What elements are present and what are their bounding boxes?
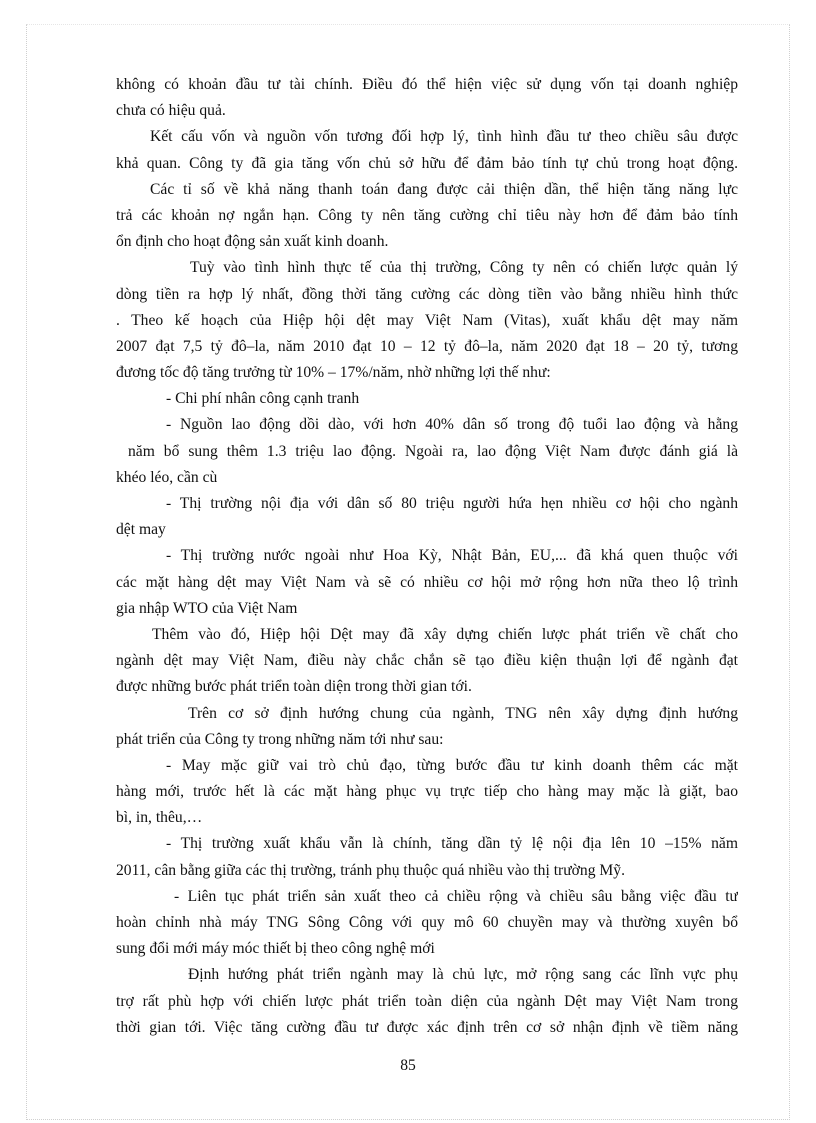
text-line: - Thị trường xuất khẩu vẫn là chính, tăng dần tỷ lệ nội địa lên 10 –15% năm [166,835,738,853]
text-line: các mặt hàng dệt may Việt Nam và sẽ có nhiều cơ hội mở rộng hơn nữa theo lộ trình [116,573,738,591]
text-line: Kết cấu vốn và nguồn vốn tương đối hợp lý, tình hình đầu tư theo chiều sâu được [150,128,738,146]
text-line: sung đổi mới máy móc thiết bị theo công nghệ mới [116,940,435,958]
text-line: khả quan. Công ty đã gia tăng vốn chủ sở hữu để đảm bảo tính tự chủ trong hoạt động. [116,154,738,172]
paragraph-capital-structure [116,124,738,176]
text-line: chưa có hiệu quả. [116,102,226,120]
bullet-export-market [116,831,738,883]
paragraph-cash-flow-strategy [116,255,738,386]
paragraph-capital-use [116,72,738,124]
bullet-foreign-markets [116,543,738,622]
text-line: dòng tiền ra hợp lý nhất, đồng thời tăng cường các dòng tiền vào bằng nhiều hình thức [116,285,738,303]
text-line: - Thị trường nội địa với dân số 80 triệu người hứa hẹn nhiều cơ hội cho ngành [166,495,738,512]
text-line: không có khoản đầu tư tài chính. Điều đó thể hiện việc sử dụng vốn tại doanh nghiệp [116,76,738,93]
paragraph-association-strategy [116,622,738,701]
page-number: 85 [400,1057,416,1074]
paragraph-development-direction [116,962,738,1041]
text-line: 2007 đạt 7,5 tỷ đô–la, năm 2010 đạt 10 – 12 tỷ đô–la, năm 2020 đạt 18 – 20 tỷ, tương [116,337,738,355]
text-line: Tuỳ vào tình hình thực tế của thị trường, Công ty nên có chiến lược quản lý [190,259,738,277]
paragraph-liquidity-ratios [116,177,738,256]
text-line: trả các khoản nợ ngắn hạn. Công ty nên tăng cường chỉ tiêu này hơn để đảm bảo tính [116,206,738,224]
text-line: . Theo kế hoạch của Hiệp hội dệt may Việt Nam (Vitas), xuất khẩu dệt may năm [116,311,738,329]
text-line: Thêm vào đó, Hiệp hội Dệt may đã xây dựng chiến lược phát triển về chất cho [152,625,738,643]
text-line: - Nguồn lao động dồi dào, với hơn 40% dân số trong độ tuổi lao động và hằng [166,416,738,434]
bullet-domestic-market [116,491,738,543]
text-line: Định hướng phát triển ngành may là chủ lực, mở rộng sang các lĩnh vực phụ [188,966,738,984]
bullet-labor-supply [116,412,738,491]
text-line: năm bổ sung thêm 1.3 triệu lao động. Ngoài ra, lao động Việt Nam được đánh giá là [128,442,738,460]
paragraph-tng-orientation [116,701,738,753]
text-line: trợ rất phù hợp với chiến lược phát triển toàn diện của ngành Dệt may Việt Nam trong [116,992,738,1010]
text-line: khéo léo, cần cù [116,468,218,486]
text-line: được những bước phát triển toàn diện trong thời gian tới. [116,678,472,696]
text-line: thời gian tới. Việc tăng cường đầu tư được xác định trên cơ sở nhận định về tiềm năng [116,1018,738,1036]
text-line: ổn định cho hoạt động sản xuất kinh doanh. [116,233,389,251]
text-line: hoàn chỉnh nhà máy TNG Sông Công với quy mô 60 chuyền may và thường xuyên bổ [116,914,738,931]
text-line: 2011, cân bằng giữa các thị trường, tránh phụ thuộc quá nhiều vào thị trường Mỹ. [116,861,625,879]
text-line: dệt may [116,521,166,539]
text-line: gia nhập WTO của Việt Nam [116,599,298,617]
bullet-production-expansion [116,884,738,963]
bullet-labor-cost [116,386,738,412]
text-line: hàng mới, trước hết là các mặt hàng phục vụ trực tiếp cho hàng may mặc là giặt, bao [116,783,738,801]
text-line: ngành dệt may Việt Nam, điều này chắc chắn sẽ tạo điều kiện thuận lợi để ngành đạt [116,652,738,670]
text-line: - Liên tục phát triển sản xuất theo cả chiều rộng và chiều sâu bằng việc đầu tư [174,887,738,905]
text-line: - Chi phí nhân công cạnh tranh [166,390,360,408]
text-line: Trên cơ sở định hướng chung của ngành, TNG nên xây dựng định hướng [188,704,738,722]
text-line: phát triển của Công ty trong những năm tới như sau: [116,730,444,748]
text-line: - Thị trường nước ngoài như Hoa Kỳ, Nhật Bản, EU,... đã khá quen thuộc với [166,547,738,565]
document-body [116,72,738,1041]
text-line: bì, in, thêu,… [116,809,203,827]
text-line: - May mặc giữ vai trò chủ đạo, từng bước đầu tư kinh doanh thêm các mặt [166,756,738,774]
bullet-garment-core [116,753,738,832]
text-line: Các tỉ số về khả năng thanh toán đang được cải thiện dần, thể hiện tăng năng lực [150,180,738,198]
text-line: đương tốc độ tăng trưởng từ 10% – 17%/năm, nhờ những lợi thế như: [116,364,551,382]
